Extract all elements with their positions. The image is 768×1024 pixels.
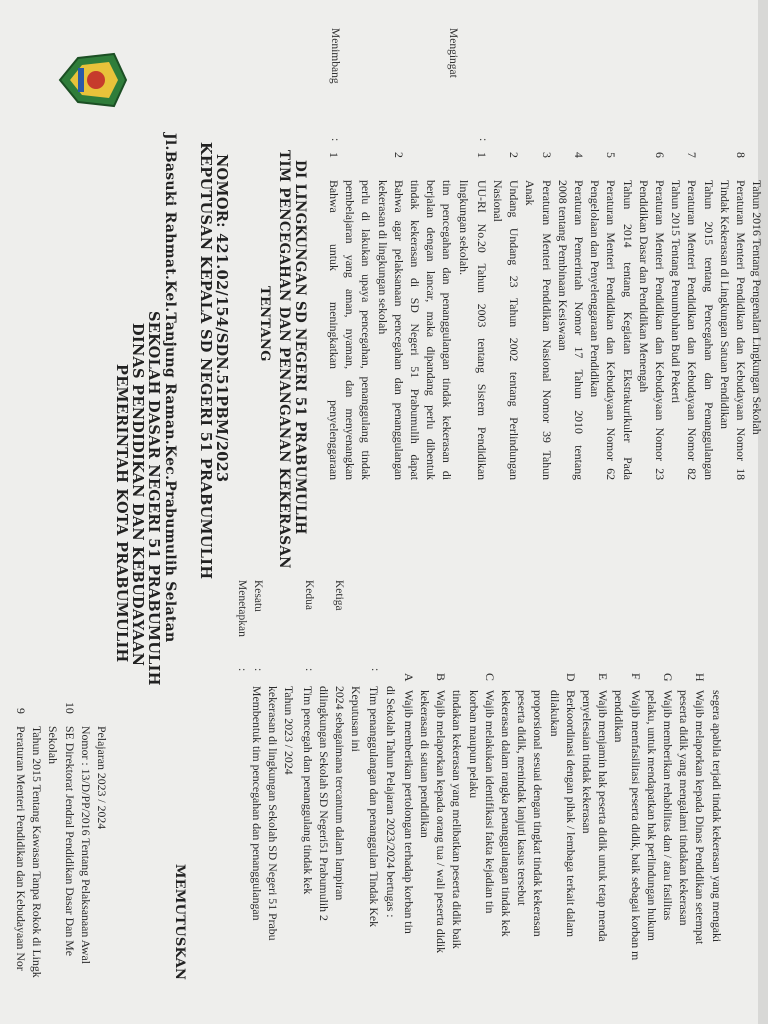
task-line: pendidikan: [612, 690, 627, 743]
mengingat-item-line: Tahun 2015 tentang Pencegahan dan Penanggulangan: [701, 180, 716, 480]
mengingat-item-line: Peraturan Pemerintah Nomor 17 Tahun 2010 tentang: [572, 180, 586, 480]
kesatu-line: kekerasan di lingkungan Sekolah SD Negeri 51 Prabu: [266, 686, 281, 941]
task-letter: A: [401, 673, 416, 682]
task-line: peserta didik, menindak lanjuti kasus tersebut: [515, 690, 530, 906]
consideration-item-line: Nomor : 13/D/PP/2016 Tentang Pelaksanaan Awal: [78, 726, 93, 965]
task-line: kekerasan di satuan pendidikan: [418, 690, 432, 838]
menimbang-item-line: Bahwa agar pelaksanaan pencegahan dan penanggulangan: [391, 180, 406, 480]
menimbang-item-line: tim pencegahan dan penanggulangan tindak kekerasan di: [440, 180, 455, 480]
task-line: dilakukan: [547, 690, 562, 737]
mengingat-item-number: 5: [604, 152, 619, 158]
menimbang-item-number: 2: [391, 152, 406, 158]
mengingat-label: Mengingat: [446, 28, 459, 78]
task-line: proporsional sesuai dengan tingkat tindak kekerasan: [531, 690, 546, 937]
mengingat-item-line: Peraturan Menteri Pendidikan dan Kebudayaan Nomor 18: [734, 180, 748, 480]
mengingat-item-line: Peraturan Menteri Pendidikan Nasional Nomor 39 Tahun: [539, 180, 554, 480]
menetapkan-colon: :: [236, 668, 248, 672]
kesatu-line: Tahun 2023 / 2024: [282, 686, 297, 775]
decree-number: NOMOR: 421.02/154/SDN.51PBM/2023: [213, 154, 230, 483]
consideration-item-number: 9: [14, 708, 28, 714]
mengingat-item-line: Undang Undang 23 Tahun 2002 tentang Perlindungan: [507, 180, 522, 480]
task-line: penyelesaian tindak kekerasan: [580, 690, 594, 834]
menimbang-colon: :: [329, 138, 341, 142]
decree-title: KEPUTUSAN KEPALA SD NEGERI 51 PRABUMULIH: [197, 142, 214, 580]
ketiga-line: Tim penanggulangan dan penanggulan Tindak Kek: [367, 686, 382, 928]
kesatu-colon: :: [252, 668, 264, 672]
mengingat-item-number: 7: [685, 152, 700, 158]
task-letter: G: [661, 673, 675, 682]
mengingat-item-number: 8: [734, 152, 748, 158]
task-letter: F: [628, 673, 643, 680]
kesatu-line: Membentuk tim pencegahan dan penanggulangan: [250, 686, 264, 921]
task-letter: D: [563, 673, 578, 682]
subject-line-2: DI LINGKUNGAN SD NEGERI 51 PRABUMULIH: [292, 160, 308, 535]
task-line: Berkoordinasi dengan pihak / lembaga terkait dalam: [563, 690, 578, 937]
task-line: pelaku, untuk mendapatkan hak perlindungan hukum: [644, 690, 659, 941]
memutuskan-heading: MEMUTUSKAN: [172, 864, 187, 981]
consideration-item-line: Pelajaran 2023 / 2024: [95, 726, 109, 830]
mengingat-item-line: Tindak Kekerasan di Lingkungan Satuan Pendidikan: [717, 180, 732, 429]
kedua-line: dilingkungan Sekolah SD Negeri51 Prabumulih 2: [316, 686, 331, 921]
consideration-item-number: 10: [62, 702, 77, 714]
mengingat-item-number: 3: [539, 152, 554, 158]
consideration-item-line: Tahun 2015 Tentang Kawasan Tanpa Rokok di Lingk: [30, 726, 45, 978]
task-line: Wajib memberikan pertolongan terhadap korban tin: [401, 690, 416, 934]
mengingat-item-number: 2: [507, 152, 522, 158]
header-line-4: Jl.Basuki Rahmat.Kel.Tanjung Raman.Kec.Prabumulih Selatan: [162, 133, 178, 643]
mengingat-item-line: UU-RI No.20 Tahun 2003 tentang Sistem Pendidikan: [474, 180, 489, 480]
kedua-colon: :: [302, 668, 315, 672]
kedua-label: Kedua: [302, 580, 315, 611]
kesatu-label: Kesatu: [252, 580, 264, 612]
menimbang-item-number: 1: [327, 152, 341, 158]
task-letter: E: [596, 673, 611, 681]
mengingat-item-number: 4: [572, 152, 586, 158]
menimbang-label: Menimbang: [329, 28, 341, 84]
menetapkan-label: Menetapkan: [236, 580, 248, 637]
task-letter: C: [482, 673, 497, 681]
task-line: peserta didik yang mengalami tindakan kekerasan: [677, 690, 692, 926]
menimbang-item-line: perlu di lakukan upaya pencegahan, penanggulang tindak: [359, 180, 374, 480]
task-letter: H: [693, 673, 708, 682]
subject-line-1: TIM PENCEGAHAN DAN PENANGANAN KEKERASAN: [276, 150, 292, 569]
task-letter: B: [434, 673, 449, 681]
mengingat-item-line: Anak: [523, 180, 538, 206]
ketiga-label: Ketiga: [333, 580, 346, 611]
header-line-3: SEKOLAH DASAR NEGERI 51 PRABUMULIH: [145, 311, 162, 686]
page-edge-shadow: [758, 0, 768, 1024]
tentang-heading: TENTANG: [257, 286, 272, 362]
kedua-line: Keputusan ini: [349, 686, 364, 752]
header-line-1: PEMERINTAH KOTA PRABUMULIH: [113, 364, 130, 663]
kedua-line: 2024 sebagaimana tercantum dalam lampiran: [333, 686, 347, 901]
menimbang-item-line: kekerasan di lingkungan sekolah: [375, 180, 390, 335]
ketiga-colon: :: [369, 668, 382, 672]
menimbang-item-line: Bahwa untuk meningkatkan penyelenggaraan: [327, 180, 341, 480]
mengingat-item-line: Tahun 2016 Tentang Pengenalan Lingkungan Sekolah: [750, 180, 765, 435]
mengingat-item-line: Peraturan Menteri Pendidikan dan Kebudayaan Nomor 62: [604, 180, 619, 480]
task-line: tindakan kekerasan yang melibatkan peserta didik baik: [450, 690, 465, 949]
header-line-2: DINAS PENDIDIKAN DAN KEBUDAYAAN: [129, 323, 146, 667]
task-line: Wajib memfasilitasi peserta didik, baik sebagai korban m: [628, 690, 643, 961]
mengingat-item-line: Peraturan Menteri Pendidikan dan Kebudayaan Nomor 82: [685, 180, 700, 480]
kedua-line: Tim pencegah dan penanggulang tindak kek: [300, 686, 315, 895]
consideration-item-line: SE Direktorat Jendral Pendidikan Dasar Dan Me: [62, 726, 77, 956]
mengingat-item-line: Tahun 2015 Tentang Penumbuhan Budi Pekerti: [669, 180, 684, 404]
task-line: Wajib melaporkan kepada Dinas Pendidikan setempat: [693, 690, 708, 945]
consideration-item-line: Sekolah: [46, 726, 61, 765]
ketiga-line: di Sekolah Tahun Pelajaran 2023/2024 bertugas :: [383, 686, 398, 918]
mengingat-item-line: Tahun 2014 tentang Kegiatan Ekstrakurikuler Pada: [620, 180, 635, 480]
task-line: Wajib melakukan identifikasi fakta kejadian tin: [482, 690, 497, 914]
mengingat-colon: :: [476, 138, 489, 142]
menimbang-item-line: lingkungan sekolah.: [456, 180, 471, 276]
mengingat-item-line: 2008 tentang Pembinaan Kesiswaan: [555, 180, 570, 351]
menimbang-item-line: pembelajaran yang aman, nyaman, dan menyenangkan: [343, 180, 358, 480]
task-line: Wajib melaporkan kepada orang tua / wali peserta didik: [434, 690, 449, 954]
menimbang-item-line: tindak kekerasan di SD Negeri 51 Prabumulih dapat: [408, 180, 422, 480]
task-line: segera apabila terjadi tindak kekerasan yang mengaki: [709, 690, 724, 943]
mengingat-item-line: Pengelolaan dan Penyelenggaraan Pendidikan: [588, 180, 603, 398]
mengingat-item-number: 6: [653, 152, 667, 158]
task-line: korban maupun pelaku: [466, 690, 481, 799]
task-line: Wajib memberikan rehabilitas dan / atau fasilitas: [661, 690, 675, 921]
mengingat-item-number: 1: [474, 152, 489, 158]
task-line: kekerasan dalam rangka penanggulangan tindak kek: [499, 690, 513, 937]
mengingat-item-line: Peraturan Menteri Pendidikan dan Kebudayaan Nomor 23: [653, 180, 667, 480]
mengingat-item-line: Nasional: [491, 180, 505, 222]
city-emblem-logo: [58, 50, 128, 110]
task-line: Wajib menjamin hak peserta didik untuk tetap menda: [596, 690, 611, 942]
menimbang-item-line: berjalan dengan lancar, maka dipandang perlu dibentuk: [424, 180, 439, 480]
consideration-item-line: Peraturan Menteri Pendidikan dan Kebudayaan Nor: [14, 726, 28, 971]
mengingat-item-line: Pendidikan Dasar dan Pendidikan Menengah: [636, 180, 651, 393]
